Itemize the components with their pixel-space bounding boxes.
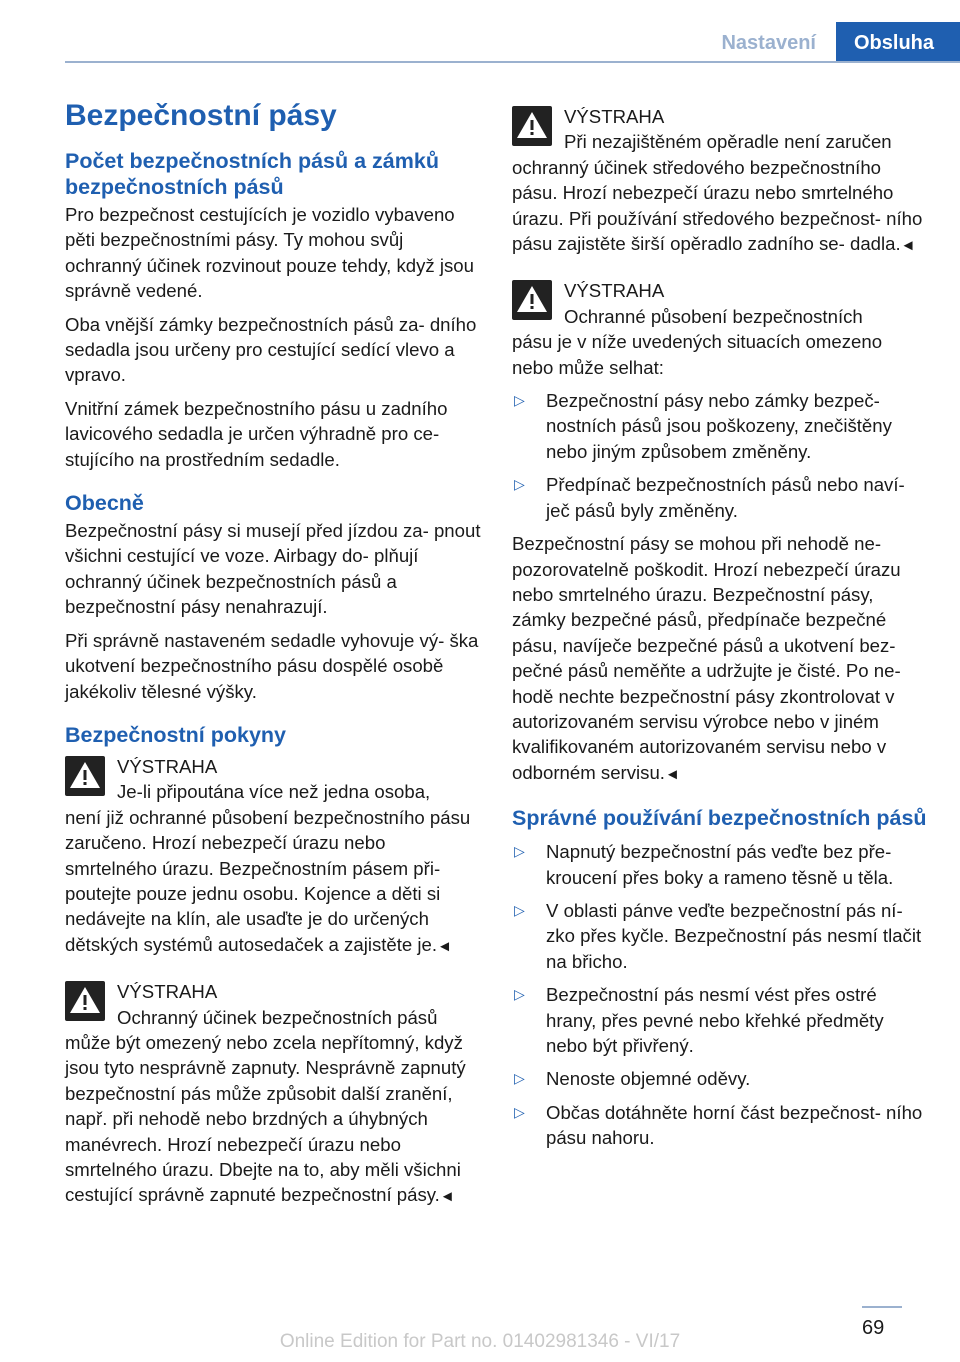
warning-title: VÝSTRAHA — [564, 106, 665, 127]
warning-triangle-icon — [512, 106, 552, 146]
paragraph: Při správně nastaveném sedadle vyhovuje vý- ška ukotvení bezpečnostního pásu dospělé osobě jakékoliv tělesné výšky. — [65, 629, 479, 702]
end-mark: ◄ — [439, 1188, 455, 1206]
bullet-triangle-icon: ▷ — [514, 986, 525, 1003]
bullet-triangle-icon: ▷ — [514, 1070, 525, 1087]
end-mark: ◄ — [900, 237, 916, 255]
bullet-triangle-icon: ▷ — [514, 392, 525, 409]
warning-first-line: Ochranné působení bezpečnostních — [564, 305, 863, 327]
list-item: ▷ V oblasti pánve veďte bezpečnostní pás ní- zko přes kyčle. Bezpečnostní pás nesmí tlačit na břicho. — [514, 899, 922, 972]
warning-block — [65, 754, 481, 959]
tab-obsluha[interactable]: Obsluha — [836, 22, 960, 62]
warning-triangle-icon — [65, 756, 105, 796]
bullet-triangle-icon: ▷ — [514, 1103, 525, 1120]
paragraph: Pro bezpečnost cestujících je vozidlo vybaveno pěti bezpečnostními pásy. Ty mohou svůj ochranný účinek rozvinout pouze tehdy, když jsou správně vedené. — [65, 204, 474, 302]
chapter-tabs — [701, 22, 960, 62]
page-title: Bezpečnostní pásy — [65, 99, 337, 132]
warning-text: není již ochranné působení bezpečnostního pásu zaručeno. Hrozí nebezpečí úrazu nebo smrtelného úrazu. Bezpečnostním pásem při- poutejte pouze jednu osobu. Kojence a děti si nedávejte na klín, ale usaďte je do určených dětských systémů autosedaček a zajistěte je. — [65, 806, 471, 955]
section-heading-safety: Bezpečnostní pokyny — [65, 722, 287, 747]
warning-text: může být omezený nebo zcela nepřítomný, když jsou tyto nesprávně zapnuty. Nesprávně zapnutý bezpečnostní pás může způsobit další zranění, např. při nehodě nebo brzdných a úhybných manévrech. Hrozí nebezpečí úrazu nebo smrtelného úrazu. Dbejte na to, aby měli všichni cestující správně zapnuté bezpečnostní pásy. — [65, 1031, 466, 1206]
end-mark: ◄ — [664, 765, 680, 783]
footer-edition: Online Edition for Part no. 01402981346 - VI/17 — [279, 1331, 681, 1352]
warning-title: VÝSTRAHA — [117, 755, 218, 777]
section-heading-count: Počet bezpečnostních pásů a zámků bezpečnostních pásů — [65, 149, 439, 199]
section-heading-proper-use: Správné používání bezpečnostních pásů — [512, 806, 927, 831]
warning-first-line: Ochranný účinek bezpečnostních pásů — [117, 1006, 438, 1028]
warning-block — [512, 278, 928, 787]
usage-bullet-list — [512, 839, 928, 1150]
section-heading-general: Obecně — [65, 491, 144, 516]
warning-title: VÝSTRAHA — [117, 981, 218, 1003]
warning-text: pásu je v níže uvedených situacích omezeno nebo může selhat: — [512, 331, 883, 378]
bullet-triangle-icon: ▷ — [514, 476, 525, 493]
bullet-triangle-icon: ▷ — [514, 901, 525, 918]
page-number-rule — [862, 1306, 902, 1308]
paragraph: Oba vnější zámky bezpečnostních pásů za- dního sedadla jsou určeny pro cestující sedící vlevo a vpravo. — [65, 313, 477, 386]
list-item: ▷ Napnutý bezpečnostní pás veďte bez pře- kroucení přes boky a rameno těsně u těla. — [514, 841, 894, 888]
warning-triangle-icon — [512, 280, 552, 320]
warning-first-line: Je-li připoutána více než jedna osoba, — [117, 781, 431, 803]
warning-block — [65, 979, 481, 1210]
warning-triangle-icon — [65, 981, 105, 1021]
bullet-triangle-icon: ▷ — [514, 843, 525, 860]
paragraph: Bezpečnostní pásy si musejí před jízdou za- pnout všichni cestující ve voze. Airbagy do- plňují ochranný účinek bezpečnostních pásů a bezpečnostní pásy nenahrazují. — [65, 520, 481, 618]
list-item: ▷ Bezpečnostní pás nesmí vést přes ostré hrany, přes pevné nebo křehké předměty nebo být přivřený. — [514, 984, 884, 1056]
list-item: ▷ Nenoste objemné oděvy. — [512, 1066, 928, 1091]
paragraph: Bezpečnostní pásy se mohou při nehodě ne- pozorovatelně poškodit. Hrozí nebezpečí úrazu nebo smrtelného úrazu. Bezpečnostní pásy, zámky bezpečné pásů, předpínače bezpečné pásu, navíječe bezpečné pásů a ukotvení bez- pečné pásů neměňte a udržujte je čisté. Po ne- hodě nechte bezpečnostní pásy zkontrolovat v autorizovaném servisu výrobce nebo v jiném kvalifikovaném autorizovaném servisu nebo v odborném servisu.◄ — [512, 533, 901, 783]
right-column — [512, 104, 928, 1159]
warning-first-line: Při nezajištěném opěradle není zaručen — [564, 131, 892, 153]
page-number: 69 — [862, 1317, 885, 1339]
warning-bullet-list — [512, 388, 928, 523]
left-column — [65, 98, 481, 1230]
warning-title: VÝSTRAHA — [564, 280, 665, 302]
warning-text: ochranný účinek středového bezpečnostního pásu. Hrozí nebezpečí úrazu nebo smrtelného úrazu. Při používání středového bezpečnost- ního pásu zajistěte širší opěradlo zadního se- dadla. — [512, 156, 923, 255]
list-item: ▷ Občas dotáhněte horní část bezpečnost- ního pásu nahoru. — [514, 1101, 923, 1149]
list-item: ▷ Předpínač bezpečnostních pásů nebo naví- ječ pásů byly změněny. — [514, 474, 905, 521]
header-divider — [65, 61, 960, 63]
warning-block — [512, 104, 928, 258]
list-item: ▷ Bezpečnostní pásy nebo zámky bezpeč- nostních pásů jsou poškozeny, znečištěny nebo jiným způsobem změněny. — [514, 390, 892, 462]
end-mark: ◄ — [437, 937, 452, 955]
tab-nastaveni[interactable]: Nastavení — [701, 22, 836, 62]
paragraph: Vnitřní zámek bezpečnostního pásu u zadního lavicového sedadla je určen výhradně pro ce- stujícího na prostředním sedadle. — [65, 397, 448, 470]
